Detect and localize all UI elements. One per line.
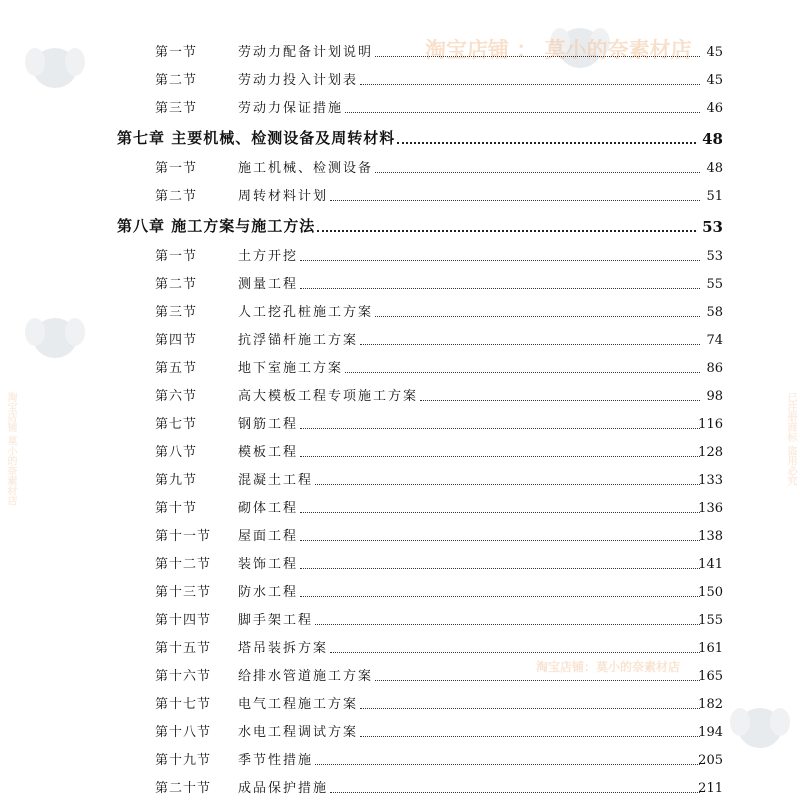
toc-section-number: 第二节 <box>155 189 198 204</box>
toc-page-number: 74 <box>706 333 723 348</box>
toc-leader-dots <box>300 512 700 513</box>
toc-section-row[interactable] <box>0 638 800 656</box>
toc-section-number: 第十节 <box>155 501 198 516</box>
toc-section-row[interactable] <box>0 526 800 544</box>
toc-leader-dots <box>315 764 700 765</box>
toc-section-number: 第二节 <box>155 73 198 88</box>
toc-section-number: 第九节 <box>155 473 198 488</box>
toc-leader-dots <box>420 400 700 401</box>
toc-leader-dots <box>317 230 696 232</box>
toc-leader-dots <box>375 680 700 681</box>
toc-section-title: 电气工程施工方案 <box>238 697 359 712</box>
toc-section-title: 测量工程 <box>238 277 299 292</box>
toc-section-row[interactable] <box>0 246 800 264</box>
toc-leader-dots <box>360 84 700 85</box>
toc-leader-dots <box>300 540 700 541</box>
toc-page-number: 150 <box>698 585 723 600</box>
toc-section-number: 第二十节 <box>155 781 212 796</box>
toc-leader-dots <box>300 568 700 569</box>
toc-page-number: 161 <box>698 641 723 656</box>
watermark-side-right: 已注册商标 盗用必究 <box>785 392 796 486</box>
toc-section-title: 劳动力保证措施 <box>238 101 344 116</box>
toc-section-row[interactable] <box>0 610 800 628</box>
toc-page-number: 182 <box>698 697 723 712</box>
toc-section-number: 第十一节 <box>155 529 212 544</box>
toc-section-number: 第一节 <box>155 45 198 60</box>
toc-section-title: 给排水管道施工方案 <box>238 669 374 684</box>
toc-leader-dots <box>300 456 700 457</box>
toc-leader-dots <box>300 596 700 597</box>
toc-section-row[interactable] <box>0 358 800 376</box>
toc-section-number: 第十七节 <box>155 697 212 712</box>
toc-chapter-title: 第八章 施工方案与施工方法 <box>117 217 316 235</box>
toc-page-number: 46 <box>706 101 723 116</box>
toc-section-number: 第二节 <box>155 277 198 292</box>
toc-section-title: 抗浮锚杆施工方案 <box>238 333 359 348</box>
toc-section-title: 高大模板工程专项施工方案 <box>238 389 419 404</box>
toc-section-number: 第十二节 <box>155 557 212 572</box>
toc-page-number: 51 <box>706 189 723 204</box>
toc-page-number: 45 <box>706 73 723 88</box>
toc-section-title: 屋面工程 <box>238 529 299 544</box>
toc-section-number: 第十九节 <box>155 753 212 768</box>
toc-leader-dots <box>315 484 700 485</box>
toc-page-number: 86 <box>706 361 723 376</box>
toc-page-number: 53 <box>702 218 723 236</box>
toc-section-title: 脚手架工程 <box>238 613 314 628</box>
toc-section-title: 水电工程调试方案 <box>238 725 359 740</box>
toc-section-row[interactable] <box>0 778 800 796</box>
toc-section-number: 第一节 <box>155 249 198 264</box>
toc-section-row[interactable] <box>0 42 800 60</box>
toc-chapter-row[interactable] <box>0 124 800 148</box>
toc-page-number: 116 <box>698 417 723 432</box>
toc-leader-dots <box>300 428 700 429</box>
toc-section-number: 第一节 <box>155 161 198 176</box>
toc-section-row[interactable] <box>0 158 800 176</box>
watermark-shop-bottom: 淘宝店铺：莫小的奈素材店 <box>536 660 681 674</box>
watermark-side-left: 淘宝店铺 莫小的奈素材店 <box>5 392 16 506</box>
toc-section-row[interactable] <box>0 386 800 404</box>
toc-chapter-row[interactable] <box>0 212 800 236</box>
toc-section-row[interactable] <box>0 694 800 712</box>
toc-section-title: 混凝土工程 <box>238 473 314 488</box>
toc-section-row[interactable] <box>0 98 800 116</box>
toc-section-number: 第十三节 <box>155 585 212 600</box>
toc-page-number: 53 <box>706 249 723 264</box>
toc-leader-dots <box>330 792 700 793</box>
toc-leader-dots <box>375 56 700 57</box>
toc-section-number: 第十四节 <box>155 613 212 628</box>
toc-section-title: 劳动力投入计划表 <box>238 73 359 88</box>
toc-leader-dots <box>397 142 696 144</box>
toc-section-title: 地下室施工方案 <box>238 361 344 376</box>
toc-section-row[interactable] <box>0 666 800 684</box>
toc-leader-dots <box>300 260 700 261</box>
toc-leader-dots <box>300 288 700 289</box>
toc-section-title: 装饰工程 <box>238 557 299 572</box>
toc-section-number: 第八节 <box>155 445 198 460</box>
toc-page-number: 133 <box>698 473 723 488</box>
toc-page-number: 45 <box>706 45 723 60</box>
toc-section-title: 钢筋工程 <box>238 417 299 432</box>
toc-section-number: 第十六节 <box>155 669 212 684</box>
toc-page-number: 58 <box>706 305 723 320</box>
toc-section-title: 砌体工程 <box>238 501 299 516</box>
toc-section-row[interactable] <box>0 470 800 488</box>
toc-section-title: 施工机械、检测设备 <box>238 161 374 176</box>
toc-page-number: 205 <box>698 753 723 768</box>
toc-section-title: 土方开挖 <box>238 249 299 264</box>
toc-section-title: 成品保护措施 <box>238 781 329 796</box>
toc-section-row[interactable] <box>0 274 800 292</box>
toc-page-number: 165 <box>698 669 723 684</box>
toc-section-number: 第十八节 <box>155 725 212 740</box>
toc-leader-dots <box>375 172 700 173</box>
toc-chapter-title: 第七章 主要机械、检测设备及周转材料 <box>117 129 396 147</box>
toc-leader-dots <box>345 112 700 113</box>
toc-section-row[interactable] <box>0 330 800 348</box>
toc-section-title: 塔吊装拆方案 <box>238 641 329 656</box>
toc-section-title: 模板工程 <box>238 445 299 460</box>
toc-section-number: 第十五节 <box>155 641 212 656</box>
toc-section-number: 第七节 <box>155 417 198 432</box>
toc-section-title: 防水工程 <box>238 585 299 600</box>
toc-leader-dots <box>360 708 700 709</box>
toc-section-number: 第六节 <box>155 389 198 404</box>
toc-section-row[interactable] <box>0 186 800 204</box>
toc-section-row[interactable] <box>0 414 800 432</box>
toc-leader-dots <box>345 372 700 373</box>
toc-page-number: 141 <box>698 557 723 572</box>
toc-section-row[interactable] <box>0 442 800 460</box>
toc-leader-dots <box>330 200 700 201</box>
toc-section-row[interactable] <box>0 498 800 516</box>
toc-page-number: 136 <box>698 501 723 516</box>
watermark-shop-top: 淘宝店铺 ： 莫小的奈素材店 <box>425 38 692 62</box>
toc-section-row[interactable] <box>0 554 800 572</box>
toc-page-number: 194 <box>698 725 723 740</box>
toc-section-number: 第五节 <box>155 361 198 376</box>
toc-leader-dots <box>330 652 700 653</box>
toc-page-number: 155 <box>698 613 723 628</box>
toc-page-number: 138 <box>698 529 723 544</box>
toc-leader-dots <box>375 316 700 317</box>
toc-page-number: 98 <box>706 389 723 404</box>
toc-page-number: 55 <box>706 277 723 292</box>
toc-section-row[interactable] <box>0 750 800 768</box>
toc-section-title: 季节性措施 <box>238 753 314 768</box>
toc-section-title: 劳动力配备计划说明 <box>238 45 374 60</box>
toc-leader-dots <box>360 344 700 345</box>
toc-leader-dots <box>360 736 700 737</box>
toc-section-title: 人工挖孔桩施工方案 <box>238 305 374 320</box>
toc-page-number: 48 <box>702 130 723 148</box>
toc-section-number: 第三节 <box>155 101 198 116</box>
toc-section-row[interactable] <box>0 302 800 320</box>
toc-section-row[interactable] <box>0 70 800 88</box>
toc-section-title: 周转材料计划 <box>238 189 329 204</box>
toc-section-row[interactable] <box>0 722 800 740</box>
toc-page-number: 128 <box>698 445 723 460</box>
toc-section-number: 第三节 <box>155 305 198 320</box>
toc-section-row[interactable] <box>0 582 800 600</box>
toc-page-number: 48 <box>706 161 723 176</box>
toc-section-number: 第四节 <box>155 333 198 348</box>
toc-page-number: 211 <box>698 781 723 796</box>
toc-leader-dots <box>315 624 700 625</box>
